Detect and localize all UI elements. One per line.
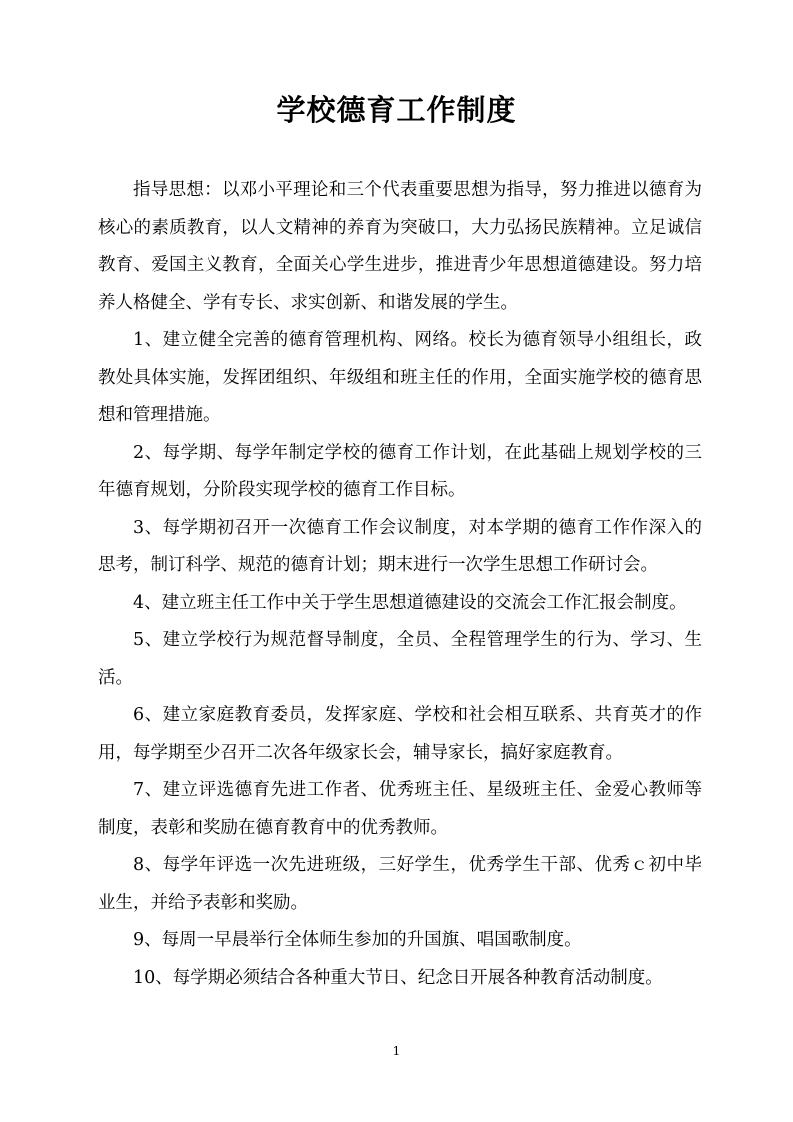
- document-body: [98, 172, 702, 997]
- paragraph-item-8: 8、每学年评选一次先进班级，三好学生，优秀学生干部、优秀ｃ初中毕业生，并给予表彰和奖励。: [98, 855, 702, 913]
- paragraph-item-9: 9、每周一早晨举行全体师生参加的升国旗、唱国歌制度。: [133, 930, 582, 950]
- page-number: 1: [392, 1044, 401, 1058]
- paragraph-item-10: 10、每学期必须结合各种重大节日、纪念日开展各种教育活动制度。: [133, 967, 663, 988]
- paragraph-item-5: 5、建立学校行为规范督导制度，全员、全程管理学生的行为、学习、生活。: [98, 630, 702, 688]
- paragraph-guiding-ideology: 指导思想：以邓小平理论和三个代表重要思想为指导，努力推进以德育为核心的素质教育，以人文精神的养育为突破口，大力弘扬民族精神。立足诚信教育、爱国主义教育，全面关心学生进步，推进青少年思想道德建设。努力培养人格健全、学有专长、求实创新、和谐发展的学生。: [98, 180, 702, 313]
- paragraph-item-6: 6、建立家庭教育委员，发挥家庭、学校和社会相互联系、共育英才的作用，每学期至少召开二次各年级家长会，辅导家长，搞好家庭教育。: [98, 705, 702, 763]
- paragraph-item-4: 4、建立班主任工作中关于学生思想道德建设的交流会工作汇报会制度。: [133, 592, 687, 613]
- document-title: 学校德育工作制度: [276, 93, 517, 127]
- paragraph-item-1: 1、建立健全完善的德育管理机构、网络。校长为德育领导小组组长，政教处具体实施，发挥团组织、年级组和班主任的作用，全面实施学校的德育思想和管理措施。: [98, 330, 702, 425]
- paragraph-item-7: 7、建立评选德育先进工作者、优秀班主任、星级班主任、金爱心教师等制度，表彰和奖励在德育教育中的优秀教师。: [98, 780, 702, 838]
- paragraph-item-2: 2、每学期、每学年制定学校的德育工作计划，在此基础上规划学校的三年德育规划，分阶段实现学校的德育工作目标。: [98, 442, 702, 500]
- paragraph-item-3: 3、每学期初召开一次德育工作会议制度，对本学期的德育工作作深入的思考，制订科学、规范的德育计划；期末进行一次学生思想工作研讨会。: [98, 517, 702, 575]
